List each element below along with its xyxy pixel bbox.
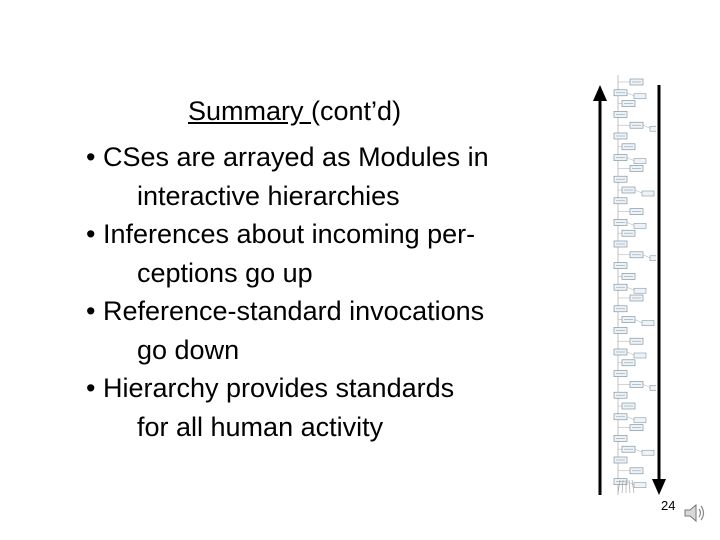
module-box [618,101,635,107]
up-arrow-icon [593,85,607,495]
bullet-line: ceptions go up [137,257,313,288]
module-box [618,317,654,326]
module-box [614,306,627,312]
title-rest: (cont’d) [311,96,402,126]
module-box [614,414,646,423]
module-box [614,349,646,358]
module-box [614,219,646,228]
module-box [618,209,643,215]
module-box [614,435,627,441]
slide-title [188,96,401,127]
speaker-icon[interactable] [683,503,707,523]
module-box [618,79,643,85]
module-hierarchy-diagram [610,75,656,495]
bullet-list [86,138,489,446]
module-box [618,446,654,455]
bullet-line: go down [137,334,240,365]
module-box [614,327,627,333]
module-box [614,241,627,247]
module-box [614,457,627,463]
module-box [614,392,627,398]
module-box [618,425,643,431]
module-box [618,338,643,344]
bullet-line: for all human activity [137,411,384,442]
title-underlined: Summary [188,96,312,126]
bullet-line: • Reference-standard invocations [86,296,485,326]
module-box [618,360,635,366]
bullet-line: • Hierarchy provides standards [86,373,455,403]
module-box [618,273,635,279]
module-box [614,198,627,204]
module-box [614,263,627,269]
bullet-line: • CSes are arrayed as Modules in [86,142,489,172]
module-box [618,252,656,261]
bullet-line: • Inferences about incoming per- [86,219,476,249]
module-box [618,187,654,196]
module-box [618,165,643,171]
module-box [614,284,646,293]
module-box [618,144,635,150]
hierarchy-branch [629,480,630,493]
bullet-line: interactive hierarchies [137,180,400,211]
module-box [618,403,635,409]
module-box [614,371,627,377]
page-number: 24 [661,498,676,513]
module-box [618,381,656,390]
module-box [614,133,627,139]
module-box [618,295,643,301]
module-box [614,111,627,117]
module-box [614,90,646,99]
module-box [614,176,627,182]
module-box [618,230,635,236]
hierarchy-branch [632,480,634,493]
module-box [618,122,656,131]
module-box [614,155,646,164]
module-box [618,468,643,474]
